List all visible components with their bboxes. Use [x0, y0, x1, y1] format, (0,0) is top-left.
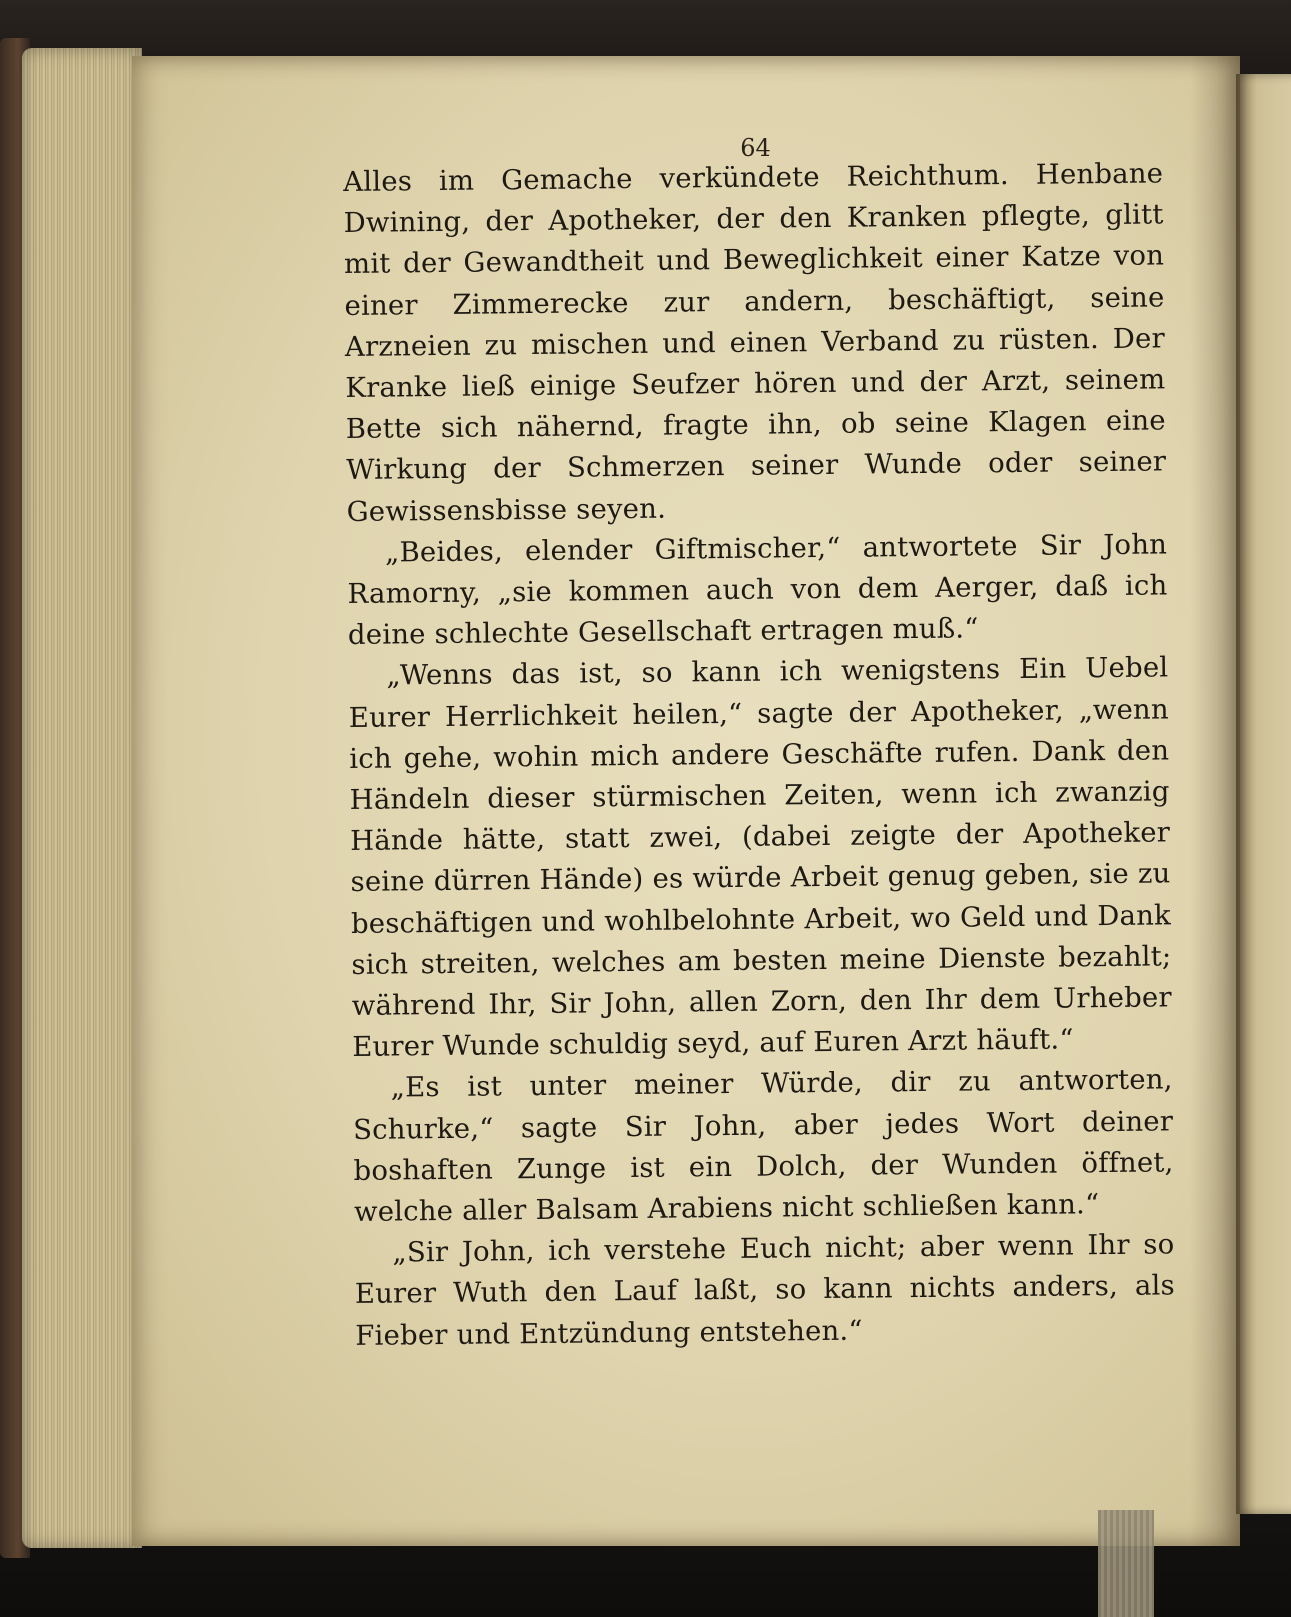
- paragraph-4: „Es ist unter meiner Würde, dir zu antworten, Schurke,“ sagte Sir John, aber jedes Wort deiner boshaften Zunge ist ein Dolch, der Wunden öffnet, welche aller Balsam Arabiens nicht schließen kann.“: [352, 1063, 1174, 1229]
- paragraph-2: „Beides, elender Giftmischer,“ antwortete Sir John Ramorny, „sie kommen auch von dem Aerger, daß ich deine schlechte Gesellschaft ertragen muß.“: [347, 528, 1168, 652]
- paragraph-5: „Sir John, ich verstehe Euch nicht; aber wenn Ihr so Eurer Wuth den Lauf laßt, so kann nichts anders, als Fieber und Entzündung entstehen.“: [354, 1228, 1175, 1352]
- body-text: [343, 153, 1175, 1356]
- facing-page-edge: [1236, 74, 1291, 1514]
- gutter-shadow: [1190, 56, 1240, 1546]
- page-stack-edge: [22, 48, 142, 1548]
- bookmark-ribbon: [1098, 1510, 1154, 1617]
- page-number: 64: [740, 134, 771, 162]
- paragraph-3: „Wenns das ist, so kann ich wenigstens Ein Uebel Eurer Herrlichkeit heilen,“ sagte der Apotheker, „wenn ich gehe, wohin mich andere Geschäfte rufen. Dank den Händeln dieser stürmischen Zeiten, wenn ich zwanzig Hände hätte, statt zwei, (dabei zeigte der Apotheker seine dürren Hände) es würde Arbeit genug geben, sie zu beschäftigen und wohlbelohnte Arbeit, wo Geld und Dank sich streiten, welches am besten meine Dienste bezahlt; während Ihr, Sir John, allen Zorn, den Ihr dem Urheber Eurer Wunde schuldig seyd, auf Euren Arzt häuft.“: [348, 651, 1172, 1064]
- paragraph-1: Alles im Gemache verkündete Reichthum. Henbane Dwining, der Apotheker, der den Kranken pflegte, glitt mit der Gewandtheit und Beweglichkeit einer Katze von einer Zimmerecke zur andern, beschäftigt, seine Arzneien zu mischen und einen Verband zu rüsten. Der Kranke ließ einige Seufzer hören und der Arzt, seinem Bette sich nähernd, fragte ihn, ob seine Klagen eine Wirkung der Schmerzen seiner Wunde oder seiner Gewissensbisse seyen.: [343, 157, 1167, 528]
